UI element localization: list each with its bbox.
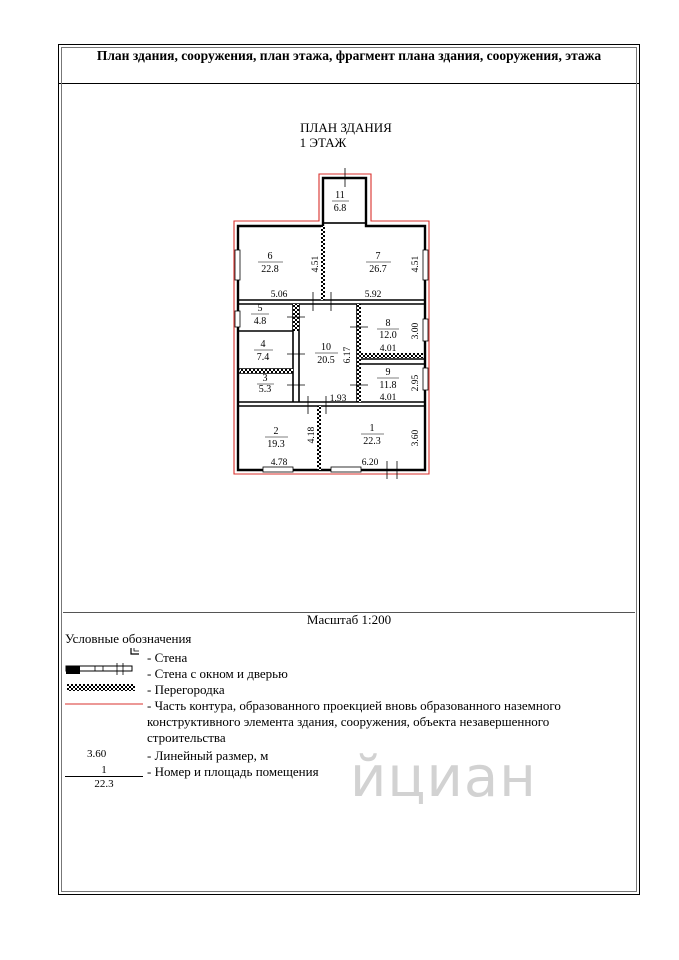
svg-text:22.3: 22.3 <box>363 436 381 447</box>
dim-label: 4.51 <box>311 255 321 273</box>
sample-room-number: 1 <box>101 764 107 776</box>
plan-title: ПЛАН ЗДАНИЯ <box>300 120 392 135</box>
room-1 <box>361 423 384 447</box>
svg-text:8: 8 <box>385 318 391 329</box>
contour-line-icon <box>65 701 145 707</box>
svg-text:10: 10 <box>321 342 331 353</box>
dim-label: 4.01 <box>379 393 397 403</box>
wall-icon <box>95 645 145 659</box>
sample-dimension: 3.60 <box>87 748 107 760</box>
sample-room-divider <box>65 776 143 777</box>
dim-label: 3.60 <box>411 429 421 447</box>
svg-text:6: 6 <box>267 251 273 262</box>
svg-text:4.8: 4.8 <box>253 316 267 327</box>
dim-label: 5.06 <box>270 290 288 300</box>
partition-icon <box>67 684 137 692</box>
svg-text:7.4: 7.4 <box>256 352 270 363</box>
svg-text:9: 9 <box>385 367 391 378</box>
svg-text:12.0: 12.0 <box>379 330 397 341</box>
dim-label: 1.93 <box>329 394 347 404</box>
dim-label: 2.95 <box>411 374 421 392</box>
svg-text:7: 7 <box>375 251 381 262</box>
dim-label: 4.51 <box>411 255 421 273</box>
room-4 <box>254 339 273 363</box>
room-5 <box>251 303 269 327</box>
legend-contour: - Часть контура, образованного проекцией вновь образованного наземного конструктивного элемента здания, сооружения, объекта незавершенного строительства <box>147 698 561 745</box>
dim-label: 5.92 <box>364 290 382 300</box>
legend-room-label: - Номер и площадь помещения <box>147 764 319 779</box>
dim-label: 4.18 <box>307 426 317 444</box>
svg-text:11.8: 11.8 <box>379 380 397 391</box>
scale-label: Масштаб 1:200 <box>306 612 392 627</box>
room-8 <box>377 318 399 341</box>
room-11 <box>332 190 349 214</box>
svg-text:11: 11 <box>335 190 345 201</box>
legend-wall: - Стена <box>147 650 188 665</box>
svg-text:26.7: 26.7 <box>369 264 387 275</box>
svg-text:2: 2 <box>273 426 279 437</box>
room-9 <box>377 367 399 391</box>
svg-text:1: 1 <box>369 423 375 434</box>
dim-label: 3.00 <box>411 322 421 340</box>
svg-text:6.8: 6.8 <box>333 203 347 214</box>
watermark: йциан <box>350 745 537 810</box>
legend-wall-window: - Стена с окном и дверью <box>147 666 288 681</box>
legend-partition: - Перегородка <box>147 682 225 697</box>
door-marks <box>287 168 397 479</box>
dim-label: 6.20 <box>361 458 379 468</box>
room-7 <box>366 251 391 275</box>
svg-text:19.3: 19.3 <box>267 439 285 450</box>
dim-label: 4.01 <box>379 344 397 354</box>
legend-dimension: - Линейный размер, м <box>147 748 269 763</box>
dim-label: 6.17 <box>343 346 353 364</box>
svg-text:20.5: 20.5 <box>317 355 335 366</box>
room-10 <box>315 342 338 366</box>
drawing-sheet <box>58 44 640 895</box>
wall-window-door-icon <box>65 661 135 679</box>
plan-floor: 1 ЭТАЖ <box>299 135 347 150</box>
room-3 <box>257 373 274 395</box>
room-2 <box>265 426 288 450</box>
sample-room-area: 22.3 <box>94 778 114 790</box>
svg-text:4: 4 <box>260 339 266 350</box>
svg-text:5: 5 <box>257 303 263 314</box>
room-6 <box>258 251 283 275</box>
svg-text:22.8: 22.8 <box>261 264 279 275</box>
dim-label: 4.78 <box>270 458 288 468</box>
svg-text:3: 3 <box>262 373 268 384</box>
floor-plan <box>59 45 639 605</box>
sheet-title: План здания, сооружения, план этажа, фрагмент плана здания, сооружения, этажа <box>59 45 639 84</box>
legend-title: Условные обозначения <box>65 631 192 646</box>
svg-text:5.3: 5.3 <box>258 384 272 395</box>
